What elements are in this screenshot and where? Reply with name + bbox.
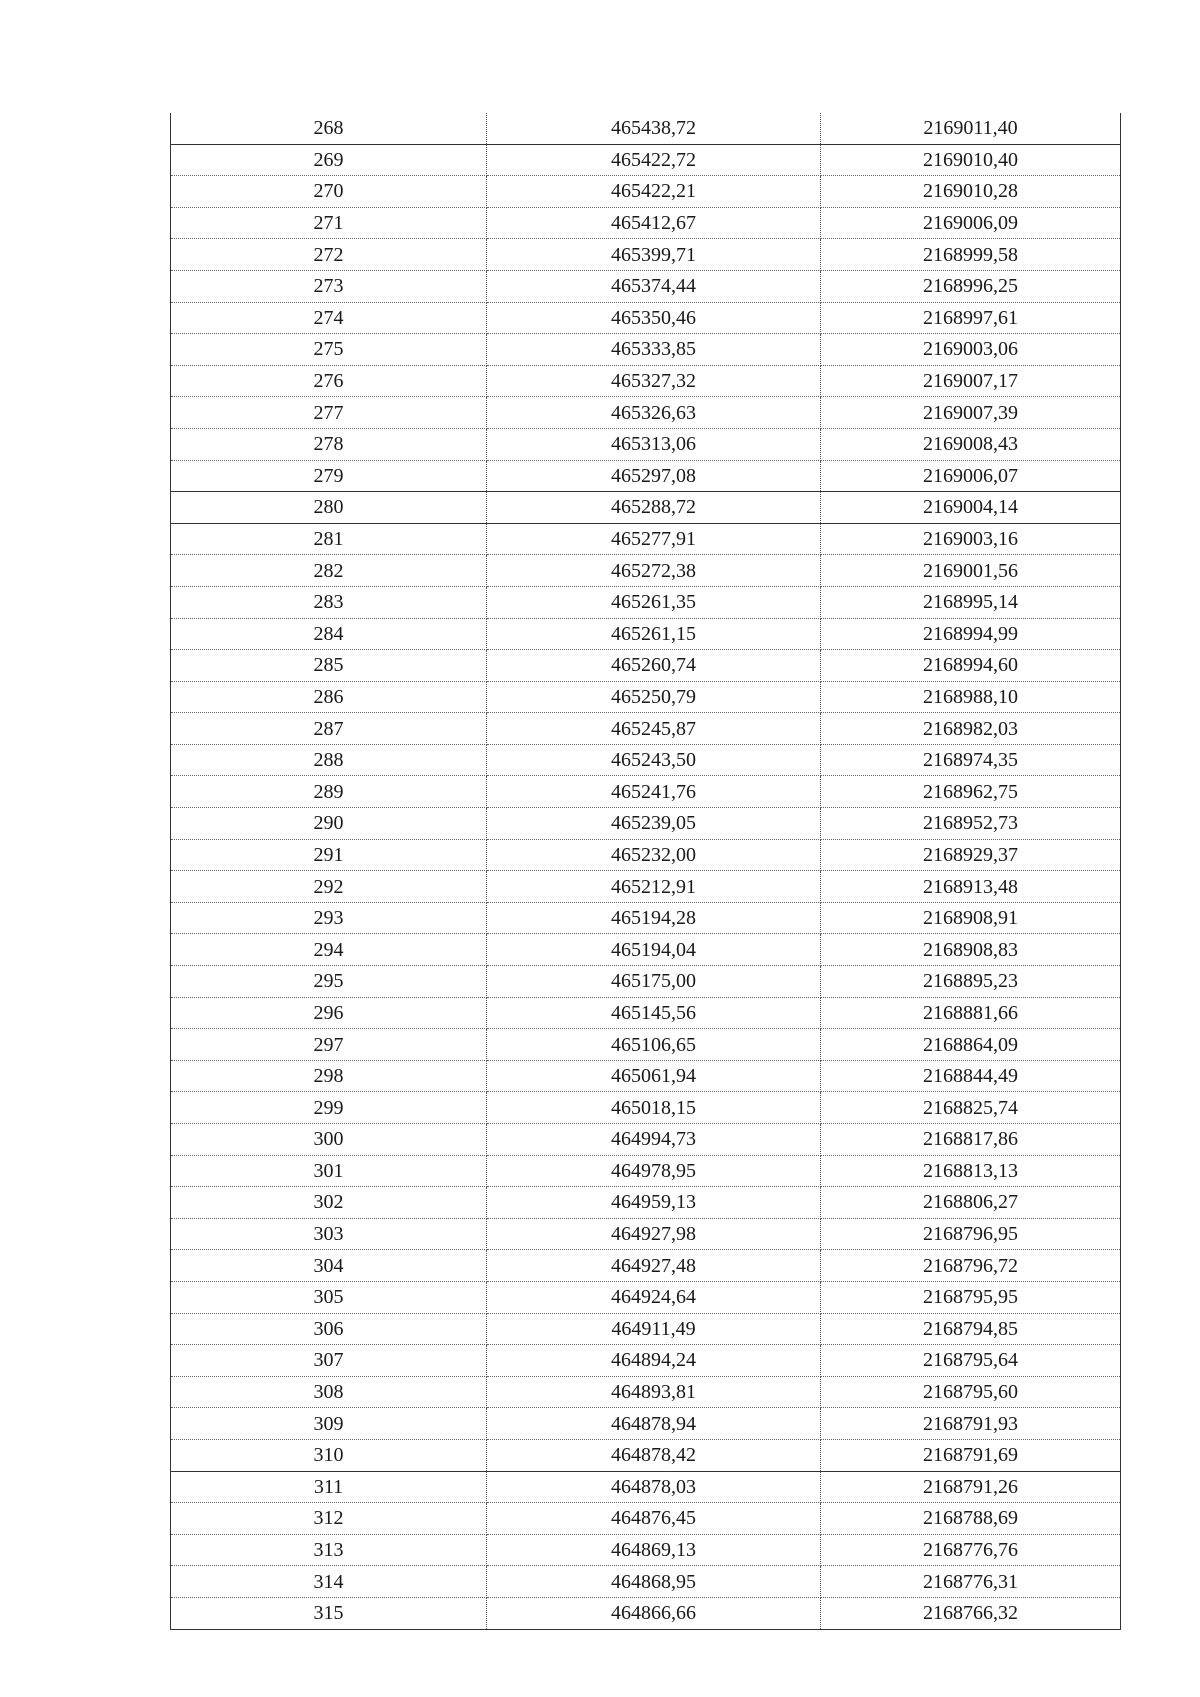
y-coordinate-cell: 2168791,26 xyxy=(821,1471,1121,1503)
x-coordinate-cell: 465260,74 xyxy=(487,650,821,682)
y-coordinate-cell: 2168962,75 xyxy=(821,776,1121,808)
x-coordinate-cell: 464927,98 xyxy=(487,1218,821,1250)
point-number-cell: 279 xyxy=(171,460,487,492)
table-row xyxy=(171,555,1121,587)
point-number-cell: 281 xyxy=(171,523,487,555)
table-row xyxy=(171,1566,1121,1598)
x-coordinate-cell: 464894,24 xyxy=(487,1345,821,1377)
y-coordinate-cell: 2168825,74 xyxy=(821,1092,1121,1124)
point-number-cell: 303 xyxy=(171,1218,487,1250)
table-row xyxy=(171,144,1121,176)
y-coordinate-cell: 2169004,14 xyxy=(821,492,1121,524)
y-coordinate-cell: 2168881,66 xyxy=(821,997,1121,1029)
table-row xyxy=(171,997,1121,1029)
y-coordinate-cell: 2168796,95 xyxy=(821,1218,1121,1250)
y-coordinate-cell: 2168908,83 xyxy=(821,934,1121,966)
coordinates-table xyxy=(170,113,1121,1630)
x-coordinate-cell: 465297,08 xyxy=(487,460,821,492)
table-row xyxy=(171,839,1121,871)
x-coordinate-cell: 465232,00 xyxy=(487,839,821,871)
point-number-cell: 290 xyxy=(171,808,487,840)
point-number-cell: 278 xyxy=(171,428,487,460)
y-coordinate-cell: 2168864,09 xyxy=(821,1029,1121,1061)
x-coordinate-cell: 465277,91 xyxy=(487,523,821,555)
y-coordinate-cell: 2169003,16 xyxy=(821,523,1121,555)
table-row xyxy=(171,176,1121,208)
y-coordinate-cell: 2168994,99 xyxy=(821,618,1121,650)
table-row xyxy=(171,966,1121,998)
y-coordinate-cell: 2168996,25 xyxy=(821,270,1121,302)
y-coordinate-cell: 2169007,17 xyxy=(821,365,1121,397)
point-number-cell: 308 xyxy=(171,1376,487,1408)
point-number-cell: 293 xyxy=(171,902,487,934)
y-coordinate-cell: 2168788,69 xyxy=(821,1503,1121,1535)
point-number-cell: 268 xyxy=(171,113,487,144)
table-row xyxy=(171,902,1121,934)
point-number-cell: 287 xyxy=(171,713,487,745)
x-coordinate-cell: 464893,81 xyxy=(487,1376,821,1408)
table-row xyxy=(171,744,1121,776)
table-row xyxy=(171,428,1121,460)
point-number-cell: 282 xyxy=(171,555,487,587)
table-row xyxy=(171,776,1121,808)
y-coordinate-cell: 2169008,43 xyxy=(821,428,1121,460)
point-number-cell: 286 xyxy=(171,681,487,713)
y-coordinate-cell: 2168791,93 xyxy=(821,1408,1121,1440)
x-coordinate-cell: 464878,94 xyxy=(487,1408,821,1440)
point-number-cell: 314 xyxy=(171,1566,487,1598)
x-coordinate-cell: 465194,28 xyxy=(487,902,821,934)
y-coordinate-cell: 2168974,35 xyxy=(821,744,1121,776)
x-coordinate-cell: 465261,15 xyxy=(487,618,821,650)
table-row xyxy=(171,1124,1121,1156)
y-coordinate-cell: 2168999,58 xyxy=(821,239,1121,271)
y-coordinate-cell: 2169010,28 xyxy=(821,176,1121,208)
table-row xyxy=(171,618,1121,650)
point-number-cell: 289 xyxy=(171,776,487,808)
table-row xyxy=(171,1060,1121,1092)
point-number-cell: 297 xyxy=(171,1029,487,1061)
point-number-cell: 292 xyxy=(171,871,487,903)
x-coordinate-cell: 465194,04 xyxy=(487,934,821,966)
x-coordinate-cell: 465272,38 xyxy=(487,555,821,587)
table-row xyxy=(171,808,1121,840)
x-coordinate-cell: 465106,65 xyxy=(487,1029,821,1061)
x-coordinate-cell: 465212,91 xyxy=(487,871,821,903)
x-coordinate-cell: 465061,94 xyxy=(487,1060,821,1092)
point-number-cell: 306 xyxy=(171,1313,487,1345)
x-coordinate-cell: 465350,46 xyxy=(487,302,821,334)
y-coordinate-cell: 2168795,64 xyxy=(821,1345,1121,1377)
x-coordinate-cell: 465374,44 xyxy=(487,270,821,302)
x-coordinate-cell: 465399,71 xyxy=(487,239,821,271)
point-number-cell: 307 xyxy=(171,1345,487,1377)
point-number-cell: 301 xyxy=(171,1155,487,1187)
point-number-cell: 311 xyxy=(171,1471,487,1503)
x-coordinate-cell: 465313,06 xyxy=(487,428,821,460)
y-coordinate-cell: 2168795,95 xyxy=(821,1281,1121,1313)
point-number-cell: 277 xyxy=(171,397,487,429)
table-row xyxy=(171,1503,1121,1535)
table-row xyxy=(171,365,1121,397)
point-number-cell: 310 xyxy=(171,1439,487,1471)
y-coordinate-cell: 2169007,39 xyxy=(821,397,1121,429)
x-coordinate-cell: 464927,48 xyxy=(487,1250,821,1282)
y-coordinate-cell: 2168813,13 xyxy=(821,1155,1121,1187)
table-row xyxy=(171,934,1121,966)
point-number-cell: 280 xyxy=(171,492,487,524)
x-coordinate-cell: 465288,72 xyxy=(487,492,821,524)
point-number-cell: 296 xyxy=(171,997,487,1029)
x-coordinate-cell: 465327,32 xyxy=(487,365,821,397)
x-coordinate-cell: 464978,95 xyxy=(487,1155,821,1187)
x-coordinate-cell: 464878,42 xyxy=(487,1439,821,1471)
table-row xyxy=(171,1155,1121,1187)
y-coordinate-cell: 2168776,31 xyxy=(821,1566,1121,1598)
y-coordinate-cell: 2169001,56 xyxy=(821,555,1121,587)
table-row xyxy=(171,1250,1121,1282)
y-coordinate-cell: 2168997,61 xyxy=(821,302,1121,334)
table-row xyxy=(171,492,1121,524)
point-number-cell: 304 xyxy=(171,1250,487,1282)
table-row xyxy=(171,334,1121,366)
point-number-cell: 315 xyxy=(171,1597,487,1629)
point-number-cell: 300 xyxy=(171,1124,487,1156)
table-row xyxy=(171,1439,1121,1471)
table-row xyxy=(171,270,1121,302)
point-number-cell: 284 xyxy=(171,618,487,650)
y-coordinate-cell: 2168994,60 xyxy=(821,650,1121,682)
y-coordinate-cell: 2168952,73 xyxy=(821,808,1121,840)
y-coordinate-cell: 2168806,27 xyxy=(821,1187,1121,1219)
y-coordinate-cell: 2169010,40 xyxy=(821,144,1121,176)
y-coordinate-cell: 2169011,40 xyxy=(821,113,1121,144)
x-coordinate-cell: 464878,03 xyxy=(487,1471,821,1503)
point-number-cell: 294 xyxy=(171,934,487,966)
table-row xyxy=(171,1218,1121,1250)
point-number-cell: 275 xyxy=(171,334,487,366)
y-coordinate-cell: 2168796,72 xyxy=(821,1250,1121,1282)
x-coordinate-cell: 465261,35 xyxy=(487,586,821,618)
coordinates-table-body xyxy=(171,113,1121,1629)
point-number-cell: 305 xyxy=(171,1281,487,1313)
point-number-cell: 276 xyxy=(171,365,487,397)
point-number-cell: 274 xyxy=(171,302,487,334)
table-row xyxy=(171,681,1121,713)
point-number-cell: 295 xyxy=(171,966,487,998)
y-coordinate-cell: 2168929,37 xyxy=(821,839,1121,871)
x-coordinate-cell: 465018,15 xyxy=(487,1092,821,1124)
point-number-cell: 272 xyxy=(171,239,487,271)
table-row xyxy=(171,1092,1121,1124)
table-row xyxy=(171,113,1121,144)
y-coordinate-cell: 2169006,09 xyxy=(821,207,1121,239)
y-coordinate-cell: 2169003,06 xyxy=(821,334,1121,366)
point-number-cell: 270 xyxy=(171,176,487,208)
x-coordinate-cell: 465145,56 xyxy=(487,997,821,1029)
y-coordinate-cell: 2168988,10 xyxy=(821,681,1121,713)
y-coordinate-cell: 2168776,76 xyxy=(821,1534,1121,1566)
x-coordinate-cell: 465333,85 xyxy=(487,334,821,366)
x-coordinate-cell: 464959,13 xyxy=(487,1187,821,1219)
point-number-cell: 283 xyxy=(171,586,487,618)
x-coordinate-cell: 465241,76 xyxy=(487,776,821,808)
table-row xyxy=(171,1313,1121,1345)
x-coordinate-cell: 464869,13 xyxy=(487,1534,821,1566)
point-number-cell: 288 xyxy=(171,744,487,776)
table-row xyxy=(171,1597,1121,1629)
table-row xyxy=(171,207,1121,239)
point-number-cell: 299 xyxy=(171,1092,487,1124)
y-coordinate-cell: 2168844,49 xyxy=(821,1060,1121,1092)
table-row xyxy=(171,302,1121,334)
x-coordinate-cell: 464868,95 xyxy=(487,1566,821,1598)
table-row xyxy=(171,650,1121,682)
x-coordinate-cell: 464994,73 xyxy=(487,1124,821,1156)
x-coordinate-cell: 465239,05 xyxy=(487,808,821,840)
x-coordinate-cell: 464876,45 xyxy=(487,1503,821,1535)
y-coordinate-cell: 2168794,85 xyxy=(821,1313,1121,1345)
table-row xyxy=(171,1281,1121,1313)
table-row xyxy=(171,1408,1121,1440)
table-row xyxy=(171,239,1121,271)
x-coordinate-cell: 464924,64 xyxy=(487,1281,821,1313)
point-number-cell: 312 xyxy=(171,1503,487,1535)
table-row xyxy=(171,1187,1121,1219)
x-coordinate-cell: 465243,50 xyxy=(487,744,821,776)
y-coordinate-cell: 2168795,60 xyxy=(821,1376,1121,1408)
y-coordinate-cell: 2168766,32 xyxy=(821,1597,1121,1629)
point-number-cell: 273 xyxy=(171,270,487,302)
x-coordinate-cell: 464911,49 xyxy=(487,1313,821,1345)
x-coordinate-cell: 465422,72 xyxy=(487,144,821,176)
y-coordinate-cell: 2168995,14 xyxy=(821,586,1121,618)
y-coordinate-cell: 2169006,07 xyxy=(821,460,1121,492)
table-row xyxy=(171,397,1121,429)
table-row xyxy=(171,871,1121,903)
x-coordinate-cell: 464866,66 xyxy=(487,1597,821,1629)
y-coordinate-cell: 2168895,23 xyxy=(821,966,1121,998)
y-coordinate-cell: 2168982,03 xyxy=(821,713,1121,745)
x-coordinate-cell: 465175,00 xyxy=(487,966,821,998)
point-number-cell: 271 xyxy=(171,207,487,239)
x-coordinate-cell: 465245,87 xyxy=(487,713,821,745)
x-coordinate-cell: 465326,63 xyxy=(487,397,821,429)
y-coordinate-cell: 2168908,91 xyxy=(821,902,1121,934)
point-number-cell: 302 xyxy=(171,1187,487,1219)
x-coordinate-cell: 465250,79 xyxy=(487,681,821,713)
x-coordinate-cell: 465438,72 xyxy=(487,113,821,144)
table-row xyxy=(171,1345,1121,1377)
table-row xyxy=(171,523,1121,555)
table-row xyxy=(171,713,1121,745)
table-row xyxy=(171,586,1121,618)
point-number-cell: 285 xyxy=(171,650,487,682)
point-number-cell: 291 xyxy=(171,839,487,871)
point-number-cell: 313 xyxy=(171,1534,487,1566)
y-coordinate-cell: 2168791,69 xyxy=(821,1439,1121,1471)
x-coordinate-cell: 465422,21 xyxy=(487,176,821,208)
table-row xyxy=(171,1534,1121,1566)
y-coordinate-cell: 2168817,86 xyxy=(821,1124,1121,1156)
y-coordinate-cell: 2168913,48 xyxy=(821,871,1121,903)
table-row xyxy=(171,460,1121,492)
table-row xyxy=(171,1376,1121,1408)
point-number-cell: 269 xyxy=(171,144,487,176)
point-number-cell: 309 xyxy=(171,1408,487,1440)
x-coordinate-cell: 465412,67 xyxy=(487,207,821,239)
point-number-cell: 298 xyxy=(171,1060,487,1092)
table-row xyxy=(171,1471,1121,1503)
table-row xyxy=(171,1029,1121,1061)
